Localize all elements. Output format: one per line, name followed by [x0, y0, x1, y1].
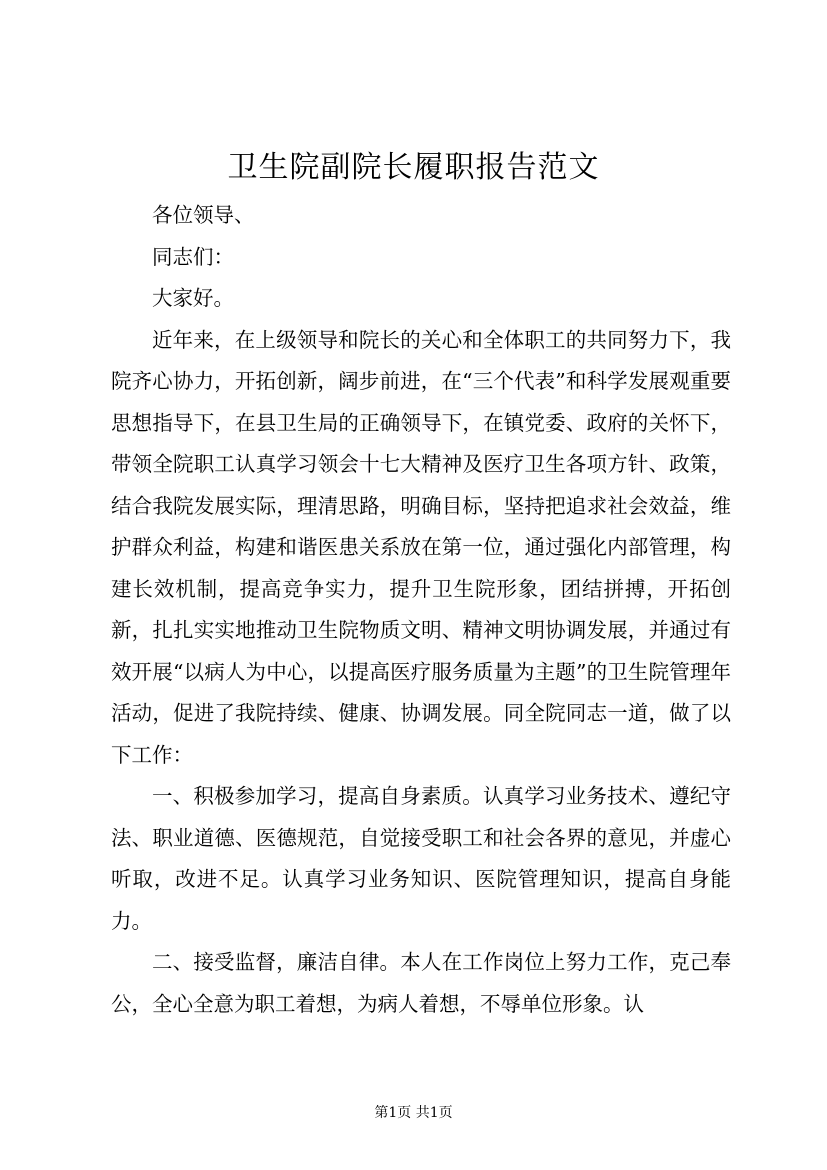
- page-footer: 第1页 共1页: [374, 1105, 453, 1121]
- paragraph-supervision: 二、接受监督，廉洁自律。本人在工作岗位上努力工作，克己奉公，全心全意为职工着想，为病人着想，不辱单位形象。认: [111, 950, 731, 1016]
- document-title: 卫生院副院长履职报告范文: [227, 150, 600, 185]
- paragraph-intro: 近年来，在上级领导和院长的关心和全体职工的共同努力下，我院齐心协力，开拓创新，阔步前进，在“三个代表”和科学发展观重要思想指导下，在县卫生局的正确领导下，在镇党委、政府的关怀下，带领全院职工认真学习领会十七大精神及医疗卫生各项方针、政策，结合我院发展实际，理清思路，明确目标，坚持把追求社会效益，维护群众利益，构建和谐医患关系放在第一位，通过强化内部管理，构建长效机制，提高竞争实力，提升卫生院形象，团结拼搏，开拓创新，扎扎实实地推动卫生院物质文明、精神文明协调发展，并通过有效开展“以病人为中心，以提高医疗服务质量为主题”的卫生院管理年活动，促进了我院持续、健康、协调发展。同全院同志一道，做了以下工作：: [111, 327, 731, 767]
- document-body: [111, 195, 731, 1025]
- salutation-comrades: 同志们：: [152, 244, 234, 269]
- paragraph-study: 一、积极参加学习，提高自身素质。认真学习业务技术、遵纪守法、职业道德、医德规范，自觉接受职工和社会各界的意见，并虚心听取，改进不足。认真学习业务知识、医院管理知识，提高自身能力。: [111, 784, 731, 933]
- salutation-leaders: 各位领导、: [152, 203, 255, 227]
- greeting: 大家好。: [152, 286, 234, 310]
